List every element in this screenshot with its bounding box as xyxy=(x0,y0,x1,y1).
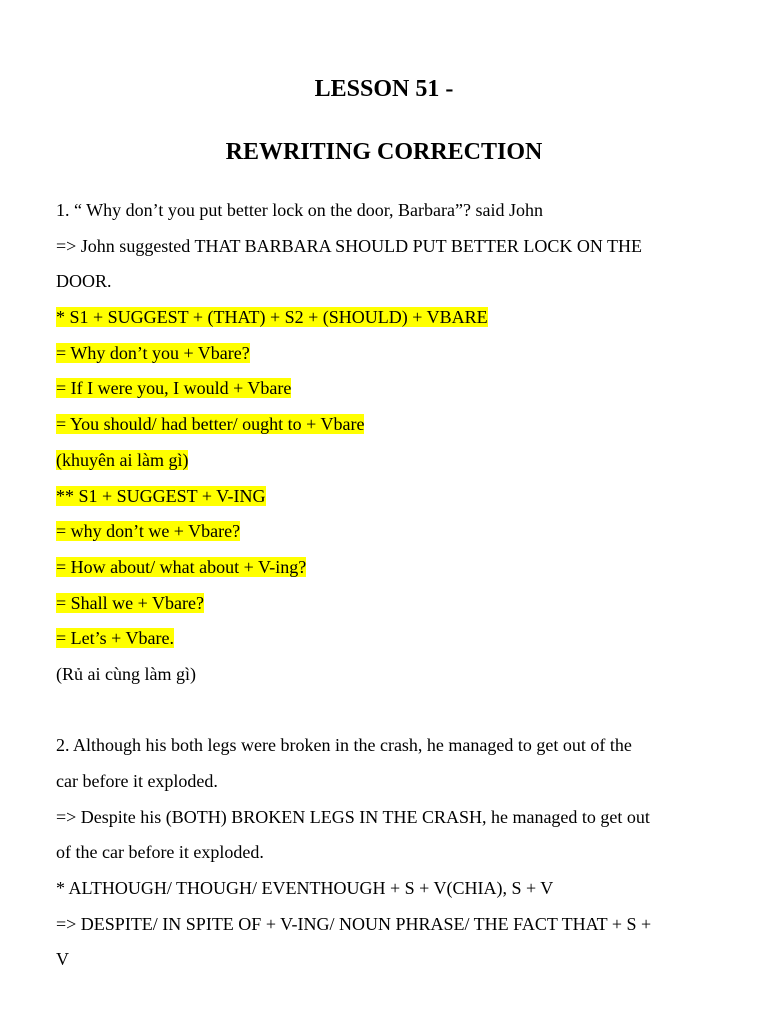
exercise-1 xyxy=(56,193,728,693)
grammar-rule-if-i-were-you: = If I were you, I would + Vbare xyxy=(56,378,292,399)
grammar-rule-why-dont-we: = why don’t we + Vbare? xyxy=(56,521,241,542)
grammar-rule-you-should: = You should/ had better/ ought to + Vbare xyxy=(56,414,365,435)
exercise-2-question-cont: car before it exploded. xyxy=(56,771,218,791)
grammar-rule-why-dont-you: = Why don’t you + Vbare? xyxy=(56,342,250,363)
grammar-rule-shall-we: = Shall we + Vbare? xyxy=(56,592,204,613)
grammar-rule-although: * ALTHOUGH/ THOUGH/ EVENTHOUGH + S + V(CHIA), S + V xyxy=(56,878,554,899)
grammar-rule-despite-cont: V xyxy=(56,949,69,970)
exercise-2-answer-cont: of the car before it exploded. xyxy=(56,842,264,863)
grammar-rule-suggest-ving: ** S1 + SUGGEST + V-ING xyxy=(56,485,266,506)
grammar-rule-how-about: = How about/ what about + V-ing? xyxy=(56,556,307,577)
lesson-subtitle: REWRITING CORRECTION xyxy=(225,139,543,165)
grammar-rule-lets: = Let’s + Vbare. xyxy=(56,628,174,649)
grammar-note-advice: (khuyên ai làm gì) xyxy=(56,449,189,470)
exercise-1-question: 1. “ Why don’t you put better lock on the door, Barbara”? said John xyxy=(56,200,543,220)
grammar-rule-suggest-should: * S1 + SUGGEST + (THAT) + S2 + (SHOULD) + VBARE xyxy=(56,307,488,328)
grammar-rule-despite: => DESPITE/ IN SPITE OF + V-ING/ NOUN PHRASE/ THE FACT THAT + S + xyxy=(56,913,652,934)
section-spacer xyxy=(56,693,728,729)
exercise-2-question: 2. Although his both legs were broken in the crash, he managed to get out of the xyxy=(56,735,632,756)
exercise-2 xyxy=(56,728,728,978)
exercise-1-answer-cont: DOOR. xyxy=(56,271,112,292)
grammar-note-invite: (Rủ ai cùng làm gì) xyxy=(56,663,196,684)
document-body xyxy=(56,193,728,978)
lesson-title: LESSON 51 - xyxy=(314,76,454,102)
exercise-1-answer: => John suggested THAT BARBARA SHOULD PUT BETTER LOCK ON THE xyxy=(56,235,643,256)
exercise-2-answer: => Despite his (BOTH) BROKEN LEGS IN THE CRASH, he managed to get out xyxy=(56,806,650,827)
